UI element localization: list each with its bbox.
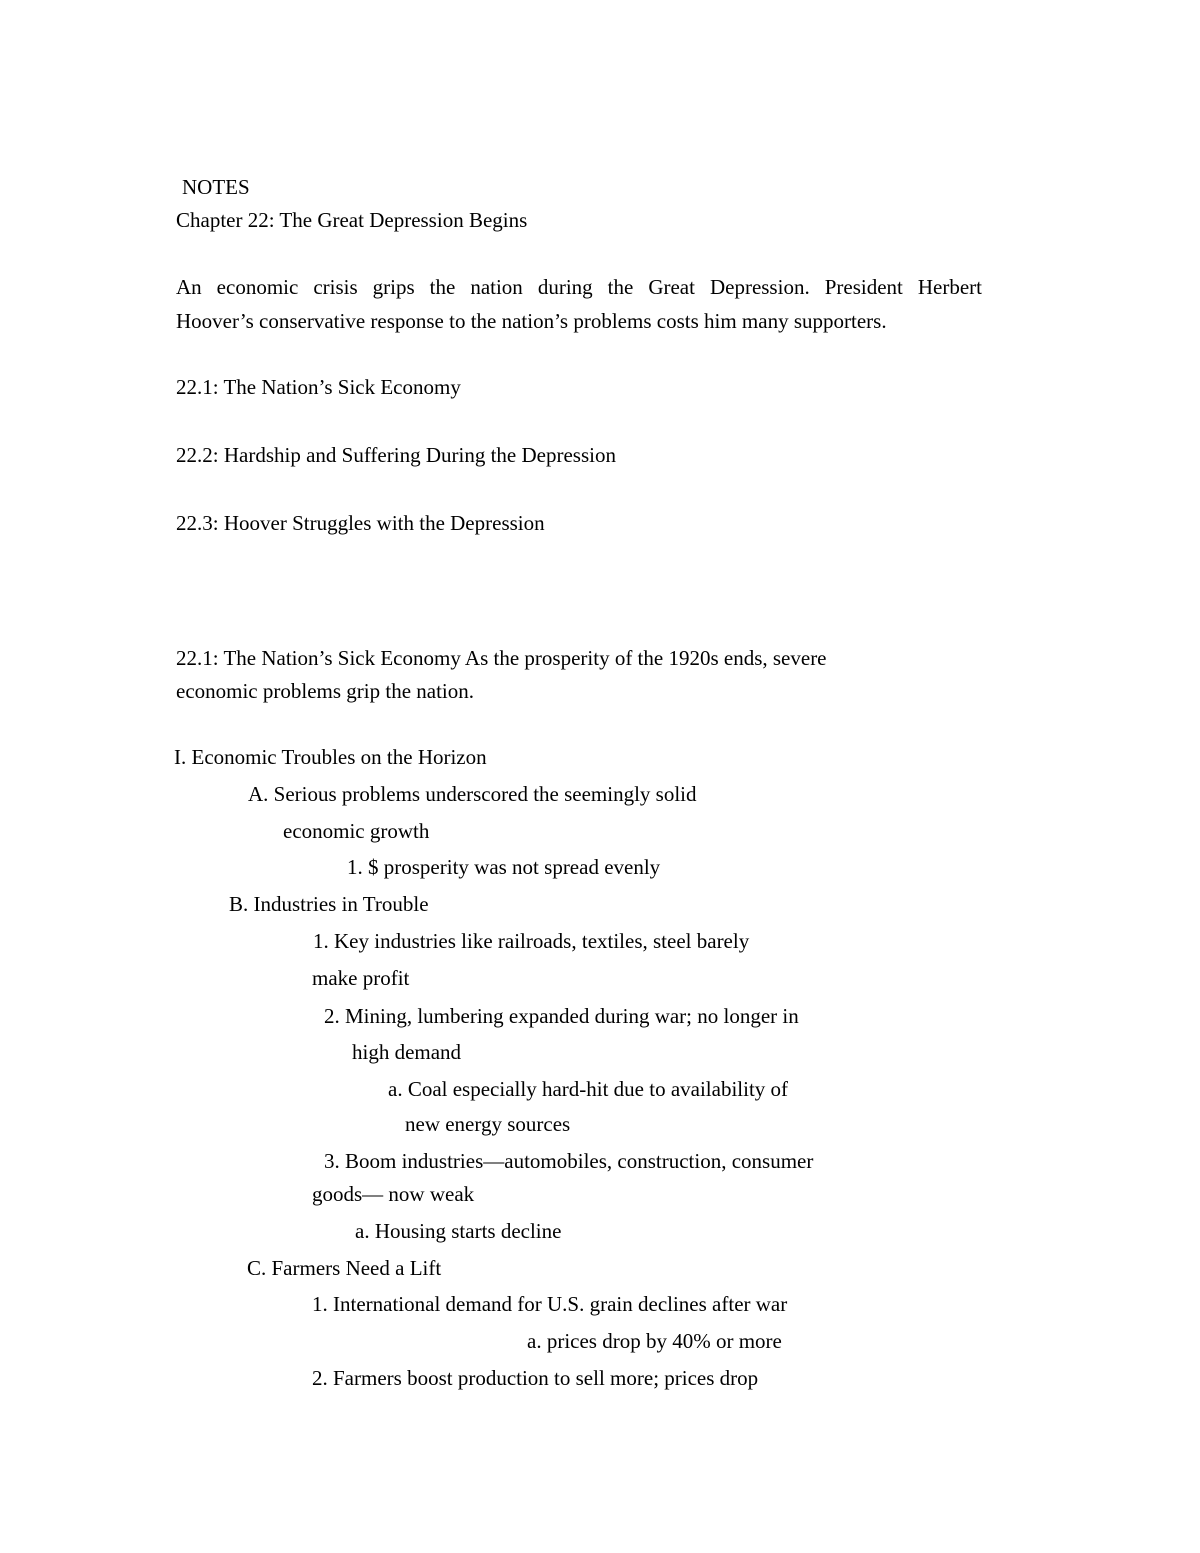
- outline-heading: I. Economic Troubles on the Horizon: [174, 745, 487, 769]
- section-intro-line-1: 22.1: The Nation’s Sick Economy As the prosperity of the 1920s ends, severe: [176, 646, 827, 670]
- outline-b-2-line-1: 2. Mining, lumbering expanded during war; no longer in: [324, 1004, 799, 1028]
- outline-b-3-a: a. Housing starts decline: [355, 1219, 562, 1243]
- section-link-22-2: 22.2: Hardship and Suffering During the Depression: [176, 443, 616, 467]
- outline-a-1: 1. $ prosperity was not spread evenly: [347, 855, 661, 879]
- section-link-22-1: 22.1: The Nation’s Sick Economy: [176, 375, 461, 399]
- section-intro-line-2: economic problems grip the nation.: [176, 679, 475, 703]
- outline-b-3-line-1: 3. Boom industries—automobiles, construction, consumer: [324, 1149, 814, 1173]
- intro-line-2: Hoover’s conservative response to the nation’s problems costs him many supporters.: [176, 309, 887, 333]
- chapter-title: Chapter 22: The Great Depression Begins: [176, 208, 528, 232]
- notes-label: NOTES: [182, 175, 250, 199]
- outline-b-2-line-2: high demand: [352, 1040, 462, 1064]
- outline-c-1: 1. International demand for U.S. grain declines after war: [312, 1292, 788, 1316]
- outline-c: C. Farmers Need a Lift: [247, 1256, 442, 1280]
- outline-b-2-a-line-1: a. Coal especially hard-hit due to availability of: [388, 1077, 789, 1101]
- outline-b-3-line-2: goods— now weak: [312, 1182, 475, 1206]
- outline-b-1-line-2: make profit: [312, 966, 410, 990]
- outline-c-1-a: a. prices drop by 40% or more: [527, 1329, 782, 1353]
- outline-a-line-1: A. Serious problems underscored the seemingly solid: [248, 782, 697, 806]
- outline-b: B. Industries in Trouble: [229, 892, 429, 916]
- outline-a-line-2: economic growth: [283, 819, 430, 843]
- section-link-22-3: 22.3: Hoover Struggles with the Depression: [176, 511, 545, 535]
- outline-c-2: 2. Farmers boost production to sell more; prices drop: [312, 1366, 759, 1390]
- intro-line-1: An economic crisis grips the nation during the Great Depression. President Herbert: [176, 275, 982, 299]
- outline-b-2-a-line-2: new energy sources: [405, 1112, 571, 1136]
- outline-b-1-line-1: 1. Key industries like railroads, textiles, steel barely: [313, 929, 750, 953]
